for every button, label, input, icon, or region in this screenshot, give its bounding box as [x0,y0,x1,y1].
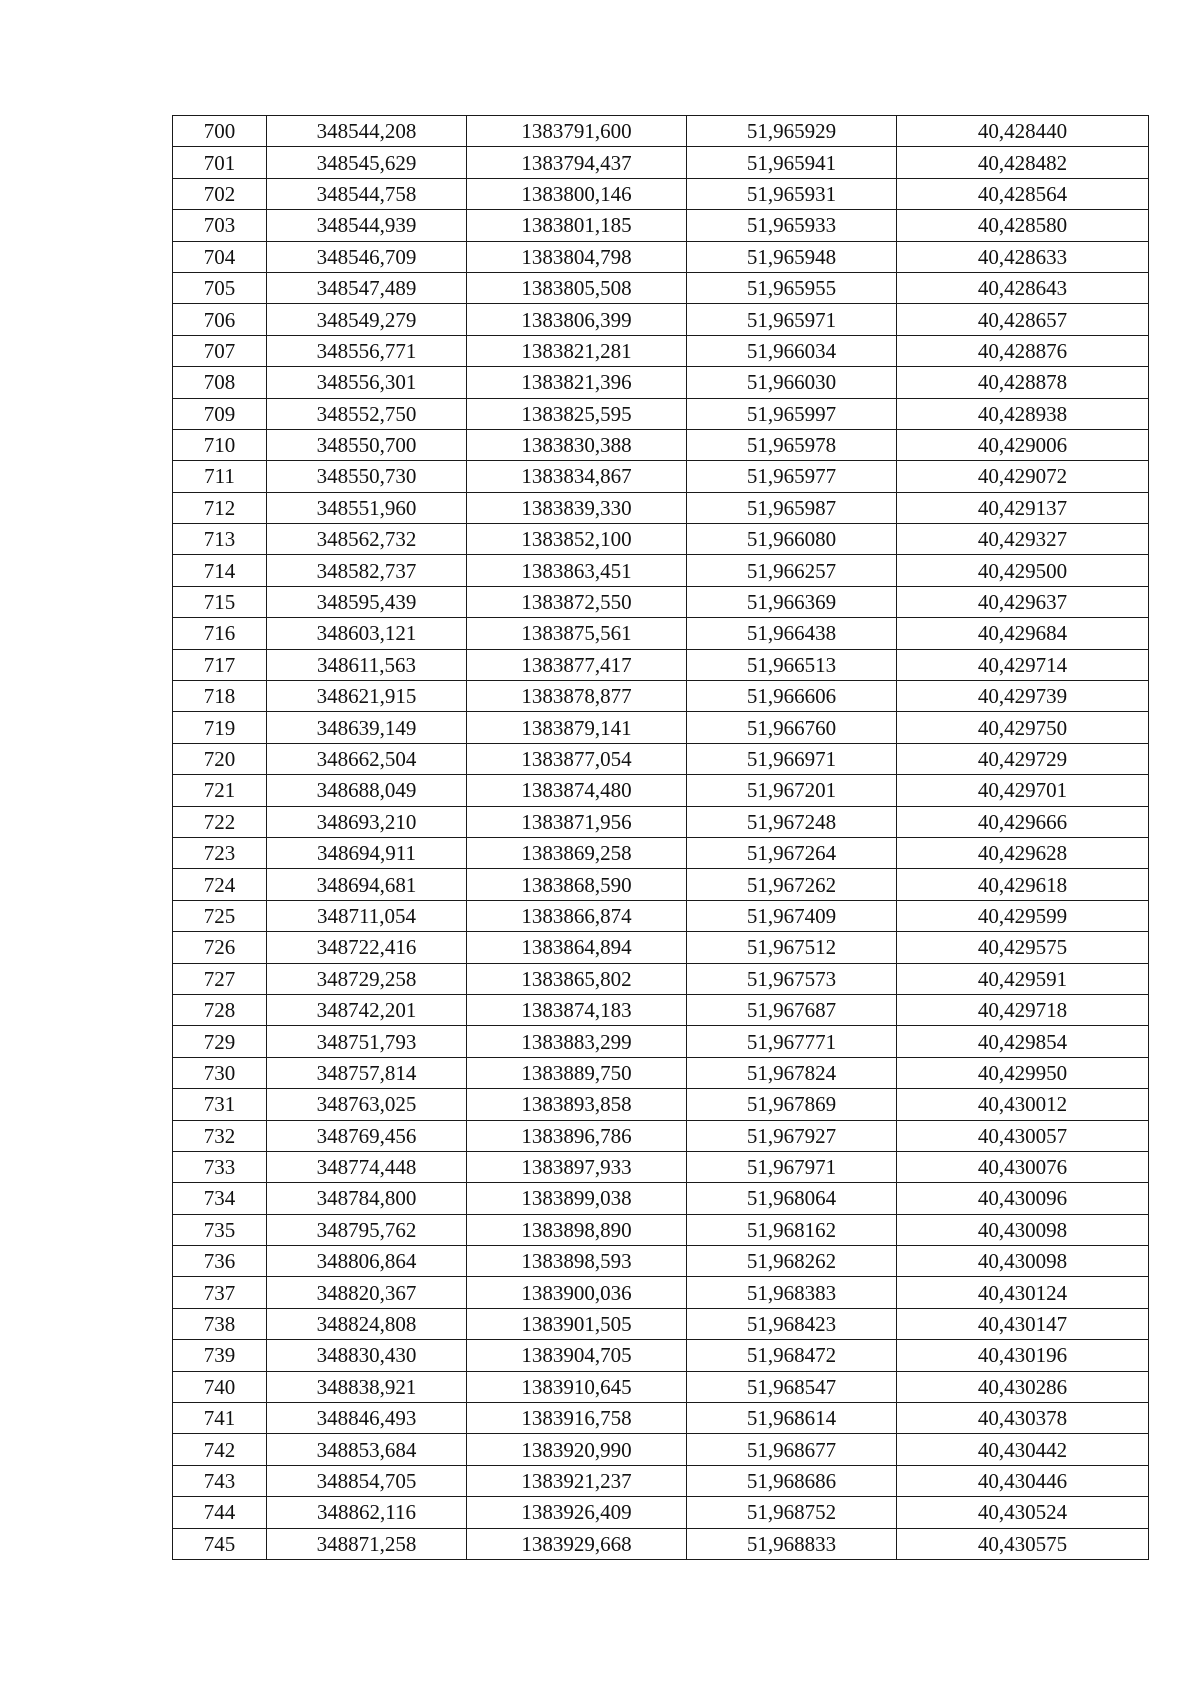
table-row [173,681,1149,712]
latitude-cell: 51,968677 [687,1434,897,1465]
point-number-cell: 721 [173,775,267,806]
table-row [173,1340,1149,1371]
table-row [173,1151,1149,1182]
point-number-cell: 709 [173,398,267,429]
coordinates-table-body [173,116,1149,1560]
latitude-cell: 51,967512 [687,932,897,963]
table-row [173,429,1149,460]
longitude-cell: 40,429575 [897,932,1149,963]
x-coordinate-cell: 348550,730 [267,461,467,492]
longitude-cell: 40,429701 [897,775,1149,806]
table-row [173,524,1149,555]
x-coordinate-cell: 348694,911 [267,837,467,868]
x-coordinate-cell: 348544,758 [267,178,467,209]
table-row [173,994,1149,1025]
x-coordinate-cell: 348545,629 [267,147,467,178]
point-number-cell: 728 [173,994,267,1025]
x-coordinate-cell: 348546,709 [267,241,467,272]
point-number-cell: 715 [173,586,267,617]
table-row [173,116,1149,147]
table-row [173,492,1149,523]
table-row [173,210,1149,241]
point-number-cell: 739 [173,1340,267,1371]
longitude-cell: 40,428564 [897,178,1149,209]
latitude-cell: 51,965977 [687,461,897,492]
point-number-cell: 713 [173,524,267,555]
latitude-cell: 51,966971 [687,743,897,774]
latitude-cell: 51,968472 [687,1340,897,1371]
longitude-cell: 40,430096 [897,1183,1149,1214]
y-coordinate-cell: 1383875,561 [467,618,687,649]
latitude-cell: 51,968383 [687,1277,897,1308]
x-coordinate-cell: 348639,149 [267,712,467,743]
x-coordinate-cell: 348722,416 [267,932,467,963]
y-coordinate-cell: 1383868,590 [467,869,687,900]
table-row [173,241,1149,272]
longitude-cell: 40,430575 [897,1528,1149,1559]
point-number-cell: 734 [173,1183,267,1214]
table-row [173,1497,1149,1528]
longitude-cell: 40,429500 [897,555,1149,586]
y-coordinate-cell: 1383899,038 [467,1183,687,1214]
point-number-cell: 737 [173,1277,267,1308]
table-row [173,1434,1149,1465]
table-row [173,712,1149,743]
longitude-cell: 40,430076 [897,1151,1149,1182]
point-number-cell: 742 [173,1434,267,1465]
x-coordinate-cell: 348603,121 [267,618,467,649]
y-coordinate-cell: 1383877,054 [467,743,687,774]
table-row [173,1183,1149,1214]
longitude-cell: 40,429137 [897,492,1149,523]
longitude-cell: 40,430442 [897,1434,1149,1465]
point-number-cell: 719 [173,712,267,743]
x-coordinate-cell: 348611,563 [267,649,467,680]
table-row [173,1465,1149,1496]
y-coordinate-cell: 1383896,786 [467,1120,687,1151]
longitude-cell: 40,429739 [897,681,1149,712]
table-row [173,1089,1149,1120]
table-row [173,586,1149,617]
y-coordinate-cell: 1383869,258 [467,837,687,868]
latitude-cell: 51,967971 [687,1151,897,1182]
table-row [173,147,1149,178]
longitude-cell: 40,430286 [897,1371,1149,1402]
x-coordinate-cell: 348830,430 [267,1340,467,1371]
y-coordinate-cell: 1383872,550 [467,586,687,617]
table-row [173,1057,1149,1088]
y-coordinate-cell: 1383901,505 [467,1308,687,1339]
point-number-cell: 700 [173,116,267,147]
y-coordinate-cell: 1383879,141 [467,712,687,743]
x-coordinate-cell: 348871,258 [267,1528,467,1559]
longitude-cell: 40,428657 [897,304,1149,335]
y-coordinate-cell: 1383877,417 [467,649,687,680]
x-coordinate-cell: 348824,808 [267,1308,467,1339]
x-coordinate-cell: 348550,700 [267,429,467,460]
latitude-cell: 51,966513 [687,649,897,680]
longitude-cell: 40,429854 [897,1026,1149,1057]
point-number-cell: 736 [173,1246,267,1277]
x-coordinate-cell: 348853,684 [267,1434,467,1465]
table-row [173,1120,1149,1151]
latitude-cell: 51,968547 [687,1371,897,1402]
latitude-cell: 51,967573 [687,963,897,994]
table-row [173,1026,1149,1057]
x-coordinate-cell: 348729,258 [267,963,467,994]
y-coordinate-cell: 1383874,183 [467,994,687,1025]
point-number-cell: 741 [173,1403,267,1434]
x-coordinate-cell: 348806,864 [267,1246,467,1277]
point-number-cell: 720 [173,743,267,774]
latitude-cell: 51,965955 [687,272,897,303]
y-coordinate-cell: 1383883,299 [467,1026,687,1057]
longitude-cell: 40,430098 [897,1246,1149,1277]
y-coordinate-cell: 1383800,146 [467,178,687,209]
x-coordinate-cell: 348549,279 [267,304,467,335]
x-coordinate-cell: 348556,771 [267,335,467,366]
latitude-cell: 51,965933 [687,210,897,241]
latitude-cell: 51,966034 [687,335,897,366]
y-coordinate-cell: 1383921,237 [467,1465,687,1496]
x-coordinate-cell: 348711,054 [267,900,467,931]
table-row [173,272,1149,303]
point-number-cell: 731 [173,1089,267,1120]
point-number-cell: 744 [173,1497,267,1528]
table-row [173,963,1149,994]
longitude-cell: 40,429666 [897,806,1149,837]
y-coordinate-cell: 1383863,451 [467,555,687,586]
point-number-cell: 703 [173,210,267,241]
longitude-cell: 40,430057 [897,1120,1149,1151]
latitude-cell: 51,965929 [687,116,897,147]
table-row [173,1403,1149,1434]
table-row [173,1308,1149,1339]
y-coordinate-cell: 1383825,595 [467,398,687,429]
y-coordinate-cell: 1383852,100 [467,524,687,555]
latitude-cell: 51,968162 [687,1214,897,1245]
x-coordinate-cell: 348751,793 [267,1026,467,1057]
table-row [173,367,1149,398]
y-coordinate-cell: 1383898,890 [467,1214,687,1245]
longitude-cell: 40,429684 [897,618,1149,649]
latitude-cell: 51,968686 [687,1465,897,1496]
y-coordinate-cell: 1383897,933 [467,1151,687,1182]
y-coordinate-cell: 1383893,858 [467,1089,687,1120]
longitude-cell: 40,429950 [897,1057,1149,1088]
table-row [173,743,1149,774]
longitude-cell: 40,430012 [897,1089,1149,1120]
latitude-cell: 51,965931 [687,178,897,209]
longitude-cell: 40,428876 [897,335,1149,366]
longitude-cell: 40,430524 [897,1497,1149,1528]
y-coordinate-cell: 1383864,894 [467,932,687,963]
latitude-cell: 51,966606 [687,681,897,712]
x-coordinate-cell: 348784,800 [267,1183,467,1214]
point-number-cell: 712 [173,492,267,523]
x-coordinate-cell: 348693,210 [267,806,467,837]
latitude-cell: 51,967248 [687,806,897,837]
x-coordinate-cell: 348846,493 [267,1403,467,1434]
longitude-cell: 40,429591 [897,963,1149,994]
point-number-cell: 724 [173,869,267,900]
point-number-cell: 729 [173,1026,267,1057]
latitude-cell: 51,968833 [687,1528,897,1559]
y-coordinate-cell: 1383929,668 [467,1528,687,1559]
table-row [173,900,1149,931]
point-number-cell: 740 [173,1371,267,1402]
x-coordinate-cell: 348551,960 [267,492,467,523]
latitude-cell: 51,966030 [687,367,897,398]
table-row [173,1246,1149,1277]
latitude-cell: 51,968262 [687,1246,897,1277]
longitude-cell: 40,428643 [897,272,1149,303]
x-coordinate-cell: 348763,025 [267,1089,467,1120]
x-coordinate-cell: 348544,939 [267,210,467,241]
longitude-cell: 40,429714 [897,649,1149,680]
point-number-cell: 717 [173,649,267,680]
table-row [173,649,1149,680]
latitude-cell: 51,967262 [687,869,897,900]
latitude-cell: 51,967824 [687,1057,897,1088]
y-coordinate-cell: 1383900,036 [467,1277,687,1308]
table-row [173,775,1149,806]
table-row [173,618,1149,649]
y-coordinate-cell: 1383804,798 [467,241,687,272]
x-coordinate-cell: 348742,201 [267,994,467,1025]
y-coordinate-cell: 1383910,645 [467,1371,687,1402]
longitude-cell: 40,430098 [897,1214,1149,1245]
latitude-cell: 51,966760 [687,712,897,743]
coordinates-table [172,115,1149,1560]
longitude-cell: 40,428633 [897,241,1149,272]
longitude-cell: 40,428440 [897,116,1149,147]
table-row [173,869,1149,900]
latitude-cell: 51,967264 [687,837,897,868]
x-coordinate-cell: 348556,301 [267,367,467,398]
point-number-cell: 723 [173,837,267,868]
x-coordinate-cell: 348547,489 [267,272,467,303]
point-number-cell: 735 [173,1214,267,1245]
latitude-cell: 51,965987 [687,492,897,523]
point-number-cell: 745 [173,1528,267,1559]
longitude-cell: 40,428938 [897,398,1149,429]
longitude-cell: 40,429718 [897,994,1149,1025]
x-coordinate-cell: 348582,737 [267,555,467,586]
longitude-cell: 40,429750 [897,712,1149,743]
x-coordinate-cell: 348757,814 [267,1057,467,1088]
latitude-cell: 51,967927 [687,1120,897,1151]
point-number-cell: 733 [173,1151,267,1182]
table-row [173,1528,1149,1559]
x-coordinate-cell: 348552,750 [267,398,467,429]
latitude-cell: 51,967687 [687,994,897,1025]
table-row [173,555,1149,586]
point-number-cell: 702 [173,178,267,209]
point-number-cell: 718 [173,681,267,712]
x-coordinate-cell: 348694,681 [267,869,467,900]
latitude-cell: 51,967869 [687,1089,897,1120]
longitude-cell: 40,428482 [897,147,1149,178]
longitude-cell: 40,429599 [897,900,1149,931]
longitude-cell: 40,429628 [897,837,1149,868]
table-row [173,1277,1149,1308]
x-coordinate-cell: 348688,049 [267,775,467,806]
latitude-cell: 51,966369 [687,586,897,617]
latitude-cell: 51,965941 [687,147,897,178]
point-number-cell: 726 [173,932,267,963]
y-coordinate-cell: 1383805,508 [467,272,687,303]
latitude-cell: 51,965978 [687,429,897,460]
table-row [173,398,1149,429]
table-row [173,461,1149,492]
point-number-cell: 725 [173,900,267,931]
table-row [173,304,1149,335]
y-coordinate-cell: 1383821,281 [467,335,687,366]
longitude-cell: 40,429729 [897,743,1149,774]
latitude-cell: 51,968614 [687,1403,897,1434]
longitude-cell: 40,429618 [897,869,1149,900]
y-coordinate-cell: 1383801,185 [467,210,687,241]
y-coordinate-cell: 1383920,990 [467,1434,687,1465]
latitude-cell: 51,965971 [687,304,897,335]
longitude-cell: 40,430446 [897,1465,1149,1496]
point-number-cell: 705 [173,272,267,303]
y-coordinate-cell: 1383904,705 [467,1340,687,1371]
y-coordinate-cell: 1383926,409 [467,1497,687,1528]
x-coordinate-cell: 348795,762 [267,1214,467,1245]
x-coordinate-cell: 348820,367 [267,1277,467,1308]
y-coordinate-cell: 1383839,330 [467,492,687,523]
point-number-cell: 706 [173,304,267,335]
y-coordinate-cell: 1383821,396 [467,367,687,398]
latitude-cell: 51,966080 [687,524,897,555]
y-coordinate-cell: 1383806,399 [467,304,687,335]
point-number-cell: 743 [173,1465,267,1496]
point-number-cell: 716 [173,618,267,649]
latitude-cell: 51,966257 [687,555,897,586]
latitude-cell: 51,967201 [687,775,897,806]
longitude-cell: 40,430196 [897,1340,1149,1371]
longitude-cell: 40,430124 [897,1277,1149,1308]
longitude-cell: 40,428878 [897,367,1149,398]
x-coordinate-cell: 348769,456 [267,1120,467,1151]
y-coordinate-cell: 1383830,388 [467,429,687,460]
table-row [173,1214,1149,1245]
point-number-cell: 714 [173,555,267,586]
table-row [173,335,1149,366]
x-coordinate-cell: 348595,439 [267,586,467,617]
table-row [173,1371,1149,1402]
point-number-cell: 704 [173,241,267,272]
latitude-cell: 51,968752 [687,1497,897,1528]
table-row [173,837,1149,868]
longitude-cell: 40,430147 [897,1308,1149,1339]
y-coordinate-cell: 1383878,877 [467,681,687,712]
latitude-cell: 51,965948 [687,241,897,272]
x-coordinate-cell: 348774,448 [267,1151,467,1182]
point-number-cell: 708 [173,367,267,398]
longitude-cell: 40,429072 [897,461,1149,492]
y-coordinate-cell: 1383794,437 [467,147,687,178]
x-coordinate-cell: 348862,116 [267,1497,467,1528]
point-number-cell: 701 [173,147,267,178]
x-coordinate-cell: 348854,705 [267,1465,467,1496]
latitude-cell: 51,967409 [687,900,897,931]
longitude-cell: 40,430378 [897,1403,1149,1434]
y-coordinate-cell: 1383791,600 [467,116,687,147]
x-coordinate-cell: 348662,504 [267,743,467,774]
table-row [173,178,1149,209]
point-number-cell: 710 [173,429,267,460]
x-coordinate-cell: 348544,208 [267,116,467,147]
x-coordinate-cell: 348838,921 [267,1371,467,1402]
longitude-cell: 40,429006 [897,429,1149,460]
point-number-cell: 727 [173,963,267,994]
y-coordinate-cell: 1383889,750 [467,1057,687,1088]
longitude-cell: 40,429637 [897,586,1149,617]
latitude-cell: 51,967771 [687,1026,897,1057]
latitude-cell: 51,966438 [687,618,897,649]
longitude-cell: 40,429327 [897,524,1149,555]
y-coordinate-cell: 1383871,956 [467,806,687,837]
point-number-cell: 722 [173,806,267,837]
point-number-cell: 730 [173,1057,267,1088]
x-coordinate-cell: 348562,732 [267,524,467,555]
y-coordinate-cell: 1383834,867 [467,461,687,492]
y-coordinate-cell: 1383866,874 [467,900,687,931]
y-coordinate-cell: 1383865,802 [467,963,687,994]
latitude-cell: 51,968423 [687,1308,897,1339]
longitude-cell: 40,428580 [897,210,1149,241]
x-coordinate-cell: 348621,915 [267,681,467,712]
y-coordinate-cell: 1383874,480 [467,775,687,806]
point-number-cell: 711 [173,461,267,492]
point-number-cell: 732 [173,1120,267,1151]
y-coordinate-cell: 1383898,593 [467,1246,687,1277]
point-number-cell: 707 [173,335,267,366]
y-coordinate-cell: 1383916,758 [467,1403,687,1434]
latitude-cell: 51,965997 [687,398,897,429]
table-row [173,806,1149,837]
table-row [173,932,1149,963]
point-number-cell: 738 [173,1308,267,1339]
latitude-cell: 51,968064 [687,1183,897,1214]
